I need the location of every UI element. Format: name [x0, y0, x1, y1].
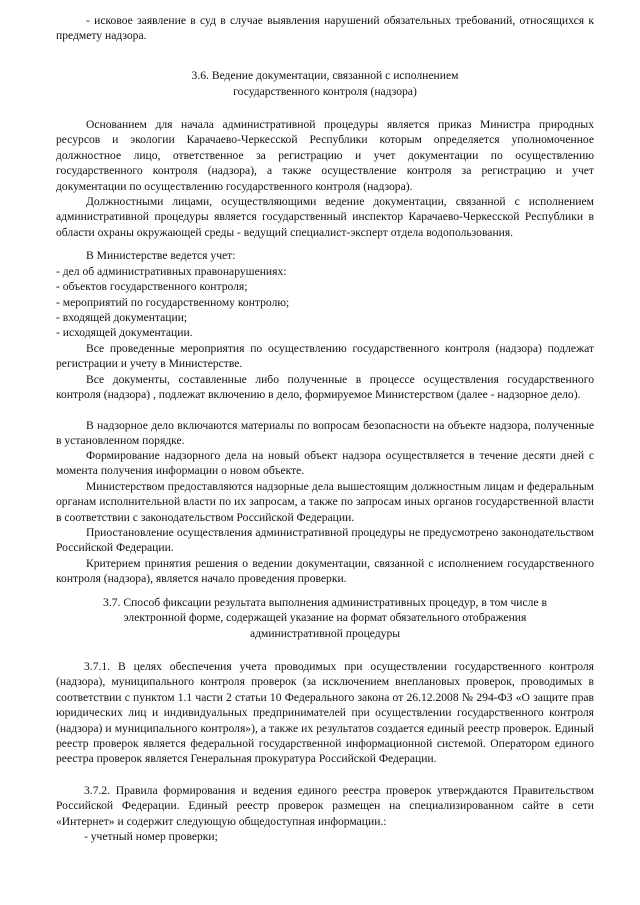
section-heading-3-7-line1: 3.7. Способ фиксации результата выполнения административных процедур, в том числе в — [103, 596, 547, 609]
paragraph-criterion: Критерием принятия решения о ведении документации, связанной с исполнением государственного контроля (надзора), является начало проведения проверки. — [56, 557, 594, 586]
paragraph-3-7-2: 3.7.2. Правила формирования и ведения единого реестра проверок утверждаются Правительством Российской Федерации. Единый реестр проверок размещен на специализированном сайте в сети «Интернет» и содержит следующую общедоступная информации.: — [56, 784, 594, 828]
paragraph-materials: В надзорное дело включаются материалы по вопросам безопасности на объекте надзора, полученные в установленном порядке. — [56, 419, 594, 448]
list-item: - исходящей документации. — [56, 326, 193, 339]
list-item: - объектов государственного контроля; — [56, 280, 248, 293]
section-heading-3-6-line1: 3.6. Ведение документации, связанной с исполнением — [191, 69, 459, 82]
list-item: - дел об административных правонарушениях: — [56, 265, 287, 278]
paragraph-registration: Все проведенные мероприятия по осуществлению государственного контроля (надзора) подлежат регистрации и учету в Министерстве. — [56, 342, 594, 371]
paragraph-basis: Основанием для начала административной процедуры является приказ Министра природных ресурсов и экологии Карачаево-Черкесской Республики которым определяется уполномоченное должностное лицо, ответственное за регистрацию и учет документации по осуществлению государственного контроля (надзора), а также осуществление контроля за регистрацию и учет документации по осуществлению государственного контроля (надзора). — [56, 118, 594, 193]
paragraph-3-7-1: 3.7.1. В целях обеспечения учета проводимых при осуществлении государственного контроля (надзора), муниципального контроля проверок (за исключением внеплановых проверок, проводимых в соответствии с пунктом 1.1 части 2 статьи 10 Федерального закона от 26.12.2008 № 294-ФЗ «О защите прав юридических лиц и индивидуальных предпринимателей при осуществлении государственного контроля (надзора) и муниципального контроля»), а также их результатов создается единый реестр проверок. Единый реестр проверок является федеральной государственной информационной системой. Оператором единого реестра проверок является Генеральная прокуратура Российской Федерации. — [56, 660, 594, 766]
list-item: - учетный номер проверки; — [84, 830, 218, 843]
paragraph-documents: Все документы, составленные либо полученные в процессе осуществления государственного контроля (надзора) , подлежат включению в дело, формируемое Министерством (далее - надзорное дело). — [56, 373, 594, 402]
list-item: - мероприятий по государственному контролю; — [56, 296, 290, 309]
paragraph-suspension: Приостановление осуществления административной процедуры не предусмотрено законодательством Российской Федерации. — [56, 526, 594, 555]
section-heading-3-7-line2: электронной форме, содержащей указание на формат обязательного отображения — [123, 611, 527, 624]
paragraph-lawsuit: - исковое заявление в суд в случае выявления нарушений обязательных требований, относящихся к предмету надзора. — [56, 14, 594, 43]
section-heading-3-6-line2: государственного контроля (надзора) — [233, 85, 417, 98]
paragraph-provision: Министерством предоставляются надзорные дела вышестоящим должностным лицам и федеральным органам исполнительной власти по их запросам, а также по запросам иных органов государственной власти в соответствии с законодательством Российской Федерации. — [56, 480, 594, 524]
section-heading-3-7-line3: административной процедуры — [249, 627, 401, 640]
paragraph-accounting-intro: В Министерстве ведется учет: — [86, 249, 236, 262]
paragraph-formation: Формирование надзорного дела на новый объект надзора осуществляется в течение десяти дней с момента получения информации о новом объекте. — [56, 449, 594, 478]
paragraph-officials: Должностными лицами, осуществляющими ведение документации, связанной с исполнением административной процедуры является государственный инспектор Карачаево-Черкесской Республики в области охраны окружающей среды - ведущий специалист-эксперт отдела водопользования. — [56, 195, 594, 239]
list-item: - входящей документации; — [56, 311, 188, 324]
